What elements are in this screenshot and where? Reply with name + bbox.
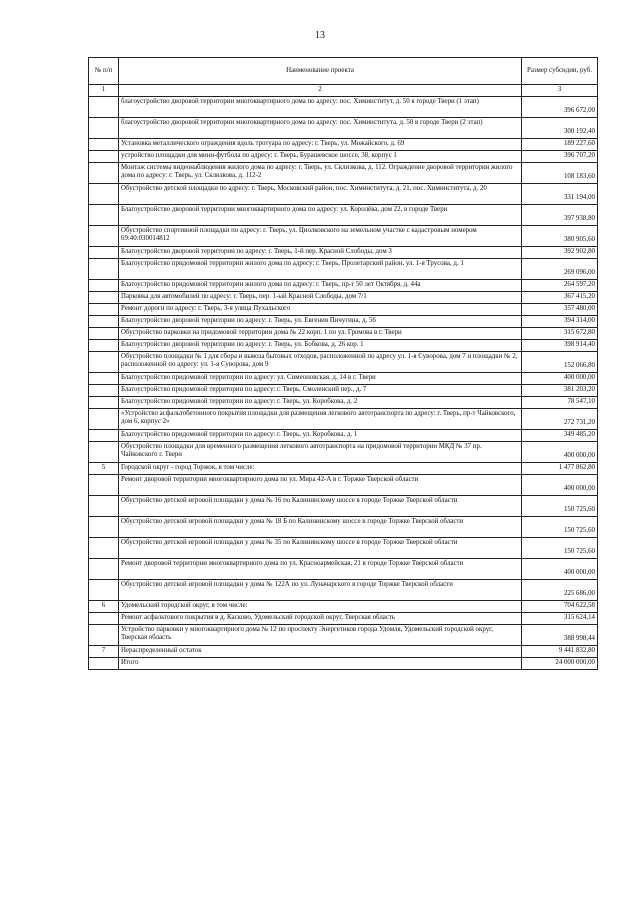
project-name: Благоустройство придомовой территории по адресу: г. Тверь, ул. Коробкова, д. 2 <box>119 396 522 408</box>
project-name: Благоустройство придомовой территории жилого дома по адресу: г. Тверь, пр-т 50 лет Октября, д. 44а <box>119 279 522 291</box>
row-number <box>89 96 119 117</box>
table-row <box>89 339 598 351</box>
project-name: Ремонт дороги по адресу: г. Тверь, 3-я улица Пухальского <box>119 303 522 315</box>
subsidy-amount: 396 672,00 <box>522 96 598 117</box>
subsidy-amount: 264 597,20 <box>522 279 598 291</box>
subsidy-amount: 315 624,14 <box>522 612 598 624</box>
row-number <box>89 183 119 204</box>
row-number <box>89 495 119 516</box>
project-name: Парковка для автомобилей по адресу: г. Тверь, пер. 1-ый Красной Слободы, дом 7/1 <box>119 291 522 303</box>
row-number <box>89 258 119 279</box>
column-index: 3 <box>522 85 598 97</box>
table-row <box>89 162 598 183</box>
subsidy-amount: 272 731,20 <box>522 408 598 429</box>
subsidy-amount: 380 905,60 <box>522 225 598 246</box>
row-number <box>89 225 119 246</box>
header-name: Наименование проекта <box>119 58 522 85</box>
project-name: Благоустройство дворовой территории по адресу: г. Тверь, ул. Бобкова, д. 26 кор. 1 <box>119 339 522 351</box>
project-name: Обустройство детской площадки по адресу: г. Тверь, Московский район, пос. Химинститута, д. 21, пос. Химинститута, д. 20 <box>119 183 522 204</box>
row-number <box>89 537 119 558</box>
subsidy-amount: 388 998,44 <box>522 624 598 645</box>
subsidy-amount: 400 000,00 <box>522 558 598 579</box>
subsidy-table <box>88 57 598 670</box>
project-name: благоустройство дворовой территории многоквартирного дома по адресу: пос. Химинститута, д. 50 в городе Твери (2 этап) <box>119 117 522 138</box>
row-number <box>89 117 119 138</box>
row-number <box>89 246 119 258</box>
column-index: 1 <box>89 85 119 97</box>
subsidy-amount: 400 000,00 <box>522 372 598 384</box>
project-name: благоустройство дворовой территории многоквартирного дома по адресу: пос. Химинститут, д. 50 в городе Твери (1 этап) <box>119 96 522 117</box>
row-number <box>89 138 119 150</box>
table-row <box>89 645 598 657</box>
row-number <box>89 384 119 396</box>
row-number <box>89 441 119 462</box>
subsidy-amount: 396 707,20 <box>522 150 598 162</box>
subsidy-amount: 150 725,60 <box>522 537 598 558</box>
row-number <box>89 474 119 495</box>
table-row <box>89 351 598 372</box>
project-name: Благоустройство дворовой территории по адресу: г. Тверь, 1-й пер. Красной Слободы, дом 3 <box>119 246 522 258</box>
subsidy-amount: 108 183,60 <box>522 162 598 183</box>
table-row <box>89 372 598 384</box>
subsidy-amount: 400 000,00 <box>522 441 598 462</box>
project-name: Нераспределенный остаток <box>119 645 522 657</box>
project-name: «Устройство асфальтобетонного покрытия площадки для размещения легкового автотранспорта по адресу: г. Тверь, пр-т Чайковского, дом 6, корпус 2» <box>119 408 522 429</box>
row-number <box>89 204 119 225</box>
table-header-row <box>89 58 598 85</box>
table-row <box>89 408 598 429</box>
subsidy-amount: 381 203,20 <box>522 384 598 396</box>
table-row <box>89 657 598 669</box>
project-name: устройство площадки для мини-футбола по адресу: г. Тверь, Бурашевское шоссе, 38, корпус 1 <box>119 150 522 162</box>
project-name: Благоустройство придомовой территории по адресу: г. Тверь, ул. Коробкова, д. 1 <box>119 429 522 441</box>
table-row <box>89 429 598 441</box>
table-row <box>89 279 598 291</box>
subsidy-amount: 78 547,10 <box>522 396 598 408</box>
subsidy-amount: 394 314,00 <box>522 315 598 327</box>
subsidy-amount: 315 672,80 <box>522 327 598 339</box>
row-number <box>89 612 119 624</box>
table-row <box>89 327 598 339</box>
project-name: Монтаж системы видеонаблюдения жилого дома по адресу: г. Тверь, ул. Склизкова, д. 112. Ограждение дворовой территории жилого дома по адресу: г. Тверь, ул. Склизкова, д. 112-2 <box>119 162 522 183</box>
subsidy-amount: 392 902,80 <box>522 246 598 258</box>
project-name: Благоустройство дворовой территории многоквартирного дома по адресу: ул. Королёва, дом 22, в городе Твери <box>119 204 522 225</box>
project-name: Благоустройство придомовой территории по адресу: ул. Симеоновская, д. 14 в г. Твери <box>119 372 522 384</box>
table-row <box>89 303 598 315</box>
table-row <box>89 183 598 204</box>
row-number <box>89 372 119 384</box>
subsidy-amount: 331 194,00 <box>522 183 598 204</box>
table-row <box>89 258 598 279</box>
row-number <box>89 579 119 600</box>
project-name: Ремонт асфальтового покрытия в д. Касково, Удомельский городской округ, Тверская область <box>119 612 522 624</box>
table-body <box>89 96 598 669</box>
subsidy-amount: 397 938,80 <box>522 204 598 225</box>
row-number <box>89 558 119 579</box>
row-number: 5 <box>89 462 119 474</box>
page-number: 13 <box>315 30 325 41</box>
subsidy-amount: 367 415,20 <box>522 291 598 303</box>
subsidy-amount: 398 914,40 <box>522 339 598 351</box>
subsidy-amount: 704 622,58 <box>522 600 598 612</box>
row-number <box>89 279 119 291</box>
row-number <box>89 624 119 645</box>
table-row <box>89 579 598 600</box>
subsidy-amount: 1 477 862,80 <box>522 462 598 474</box>
row-number <box>89 315 119 327</box>
subsidy-amount: 24 000 000,00 <box>522 657 598 669</box>
subsidy-amount: 269 096,00 <box>522 258 598 279</box>
row-number <box>89 408 119 429</box>
project-name: Обустройство детской игровой площадки у дома № 35 по Калининскому шоссе в городе Торжке Тверской области <box>119 537 522 558</box>
project-name: Удомельский городской округ, в том числе: <box>119 600 522 612</box>
project-name: Обустройство детской игровой площадки у дома № 16 по Калининскому шоссе в городе Торжке Тверской области <box>119 495 522 516</box>
subsidy-amount: 152 066,80 <box>522 351 598 372</box>
row-number <box>89 162 119 183</box>
table-row <box>89 624 598 645</box>
project-name: Благоустройство придомовой территории по адресу: г. Тверь, Смоленский пер., д. 7 <box>119 384 522 396</box>
table-row <box>89 474 598 495</box>
project-name: Итого <box>119 657 522 669</box>
project-name: Устройство парковки у многоквартирного дома № 12 по проспекту Энергетиков города Удомля, Удомельский городской округ, Тверская область <box>119 624 522 645</box>
table-row <box>89 117 598 138</box>
header-amount: Размер субсидии, руб. <box>522 58 598 85</box>
table-row <box>89 246 598 258</box>
table-row <box>89 150 598 162</box>
table-row <box>89 495 598 516</box>
subsidy-amount: 189 227,60 <box>522 138 598 150</box>
table-row <box>89 537 598 558</box>
subsidy-amount: 400 000,00 <box>522 474 598 495</box>
table-row <box>89 225 598 246</box>
project-name: Ремонт дворовой территории многоквартирного дома по ул. Красноармейская, 21 в городе Торжке Тверской области <box>119 558 522 579</box>
project-name: Установка металлического ограждения вдоль тротуара по адресу: г. Тверь, ул. Можайского, д. 69 <box>119 138 522 150</box>
table-row <box>89 138 598 150</box>
table-row <box>89 396 598 408</box>
row-number: 6 <box>89 600 119 612</box>
row-number <box>89 396 119 408</box>
project-name: Городской округ - город Торжок, в том числе: <box>119 462 522 474</box>
row-number <box>89 657 119 669</box>
table-row <box>89 516 598 537</box>
row-number <box>89 429 119 441</box>
project-name: Обустройство площадки № 1 для сбора и вывоза бытовых отходов, расположенной по адресу ул. 1-я Суворова, дом 7 и площадки № 2, расположенной по адресу: ул. 1-я Суворова, дом 9 <box>119 351 522 372</box>
row-number: 7 <box>89 645 119 657</box>
table-row <box>89 558 598 579</box>
row-number <box>89 291 119 303</box>
row-number <box>89 516 119 537</box>
subsidy-amount: 9 441 832,80 <box>522 645 598 657</box>
project-name: Ремонт дворовой территории многоквартирного дома по ул. Мира 42-А в г. Торжке Тверской области <box>119 474 522 495</box>
row-number <box>89 351 119 372</box>
subsidy-amount: 349 485,20 <box>522 429 598 441</box>
row-number <box>89 339 119 351</box>
project-name: Обустройство площадки для временного размещения легкового автотранспорта на придомовой территории МКД № 37 пр. Чайковского г. Твери <box>119 441 522 462</box>
project-name: Обустройство парковки на придомовой территории дома № 22 корп. 1 по ул. Громова в г. Твери <box>119 327 522 339</box>
row-number <box>89 327 119 339</box>
project-name: Обустройство спортивной площадки по адресу: г. Тверь, ул. Циолковского на земельном участке с кадастровым номером 69:40:030014812 <box>119 225 522 246</box>
table-row <box>89 291 598 303</box>
subsidy-amount: 357 480,00 <box>522 303 598 315</box>
project-name: Обустройство детской игровой площадки у дома № 122А по ул. Луначарского в городе Торжке Тверской области <box>119 579 522 600</box>
project-name: Благоустройство дворовой территории по адресу: г. Тверь, ул. Евгения Пичугина, д. 56 <box>119 315 522 327</box>
table-row <box>89 315 598 327</box>
table-row <box>89 462 598 474</box>
header-num: № п/п <box>89 58 119 85</box>
subsidy-amount: 150 725,60 <box>522 495 598 516</box>
table-row <box>89 441 598 462</box>
project-name: Обустройство детской игровой площадки у дома № 18 Б по Калининскому шоссе в городе Торжке Тверской области <box>119 516 522 537</box>
table-row <box>89 96 598 117</box>
table-row <box>89 600 598 612</box>
subsidy-amount: 300 192,40 <box>522 117 598 138</box>
subsidy-amount: 225 686,00 <box>522 579 598 600</box>
table-row <box>89 384 598 396</box>
row-number <box>89 150 119 162</box>
subsidy-amount: 150 725,60 <box>522 516 598 537</box>
table-row <box>89 204 598 225</box>
table-row <box>89 612 598 624</box>
row-number <box>89 303 119 315</box>
column-index: 2 <box>119 85 522 97</box>
column-index-row <box>89 85 598 97</box>
project-name: Благоустройство придомовой территории жилого дома по адресу: г. Тверь, Пролетарский район, ул. 1-я Трусова, д. 1 <box>119 258 522 279</box>
